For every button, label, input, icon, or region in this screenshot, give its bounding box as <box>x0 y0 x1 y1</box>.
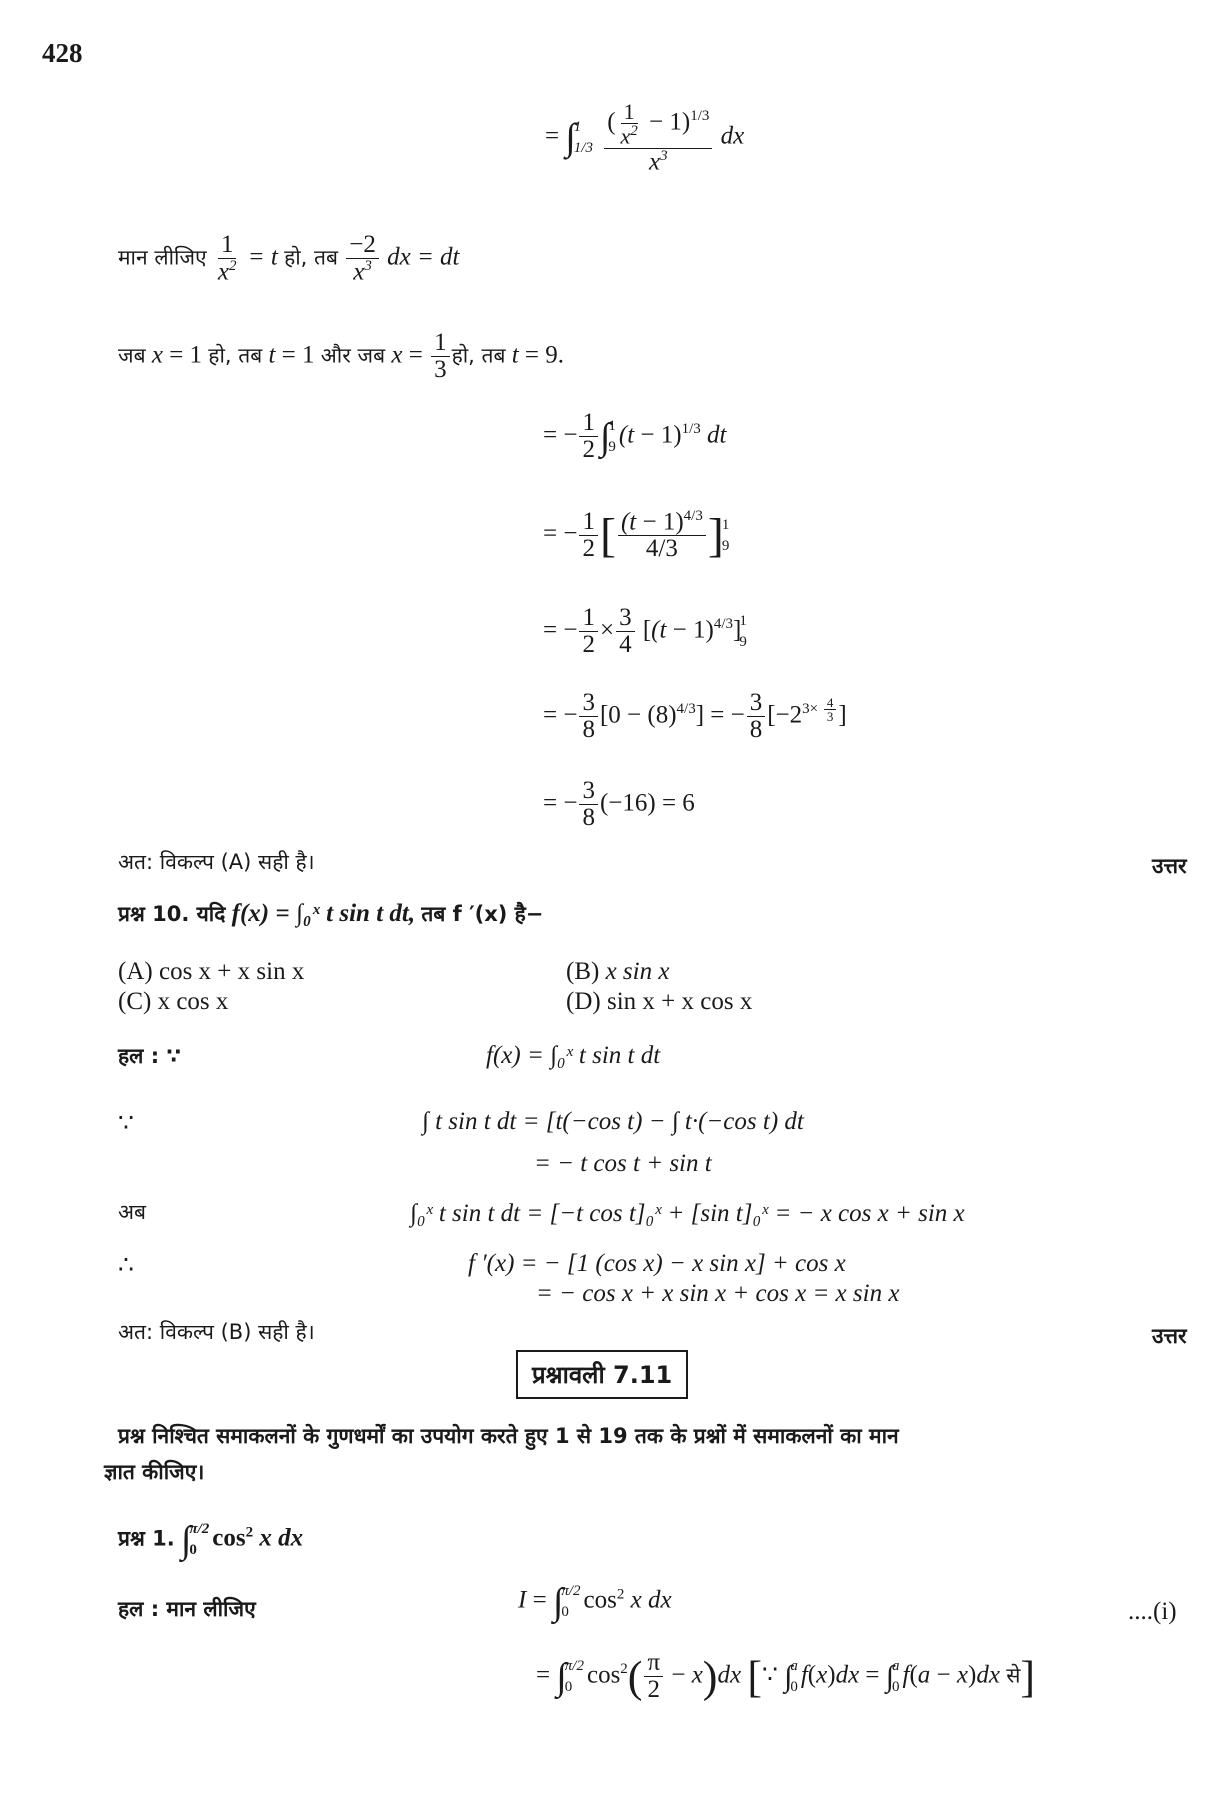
answer-label-1: उत्तर <box>1152 854 1187 878</box>
question-1: प्रश्न 1. ∫ π/2 0 $\cos^2 x$ dx <box>118 1519 304 1561</box>
solution-eq-6: = − cos x + x sin x + cos x = x sin x <box>536 1280 900 1307</box>
solution-label-4: अब <box>118 1200 147 1224</box>
step-1: = − $\frac{1}{2}$ ∫ 1 9 $(t - 1)^{1/3}$ dt <box>543 409 727 464</box>
conclusion-b: अत: विकल्प (B) सही है। <box>118 1320 315 1344</box>
solution-eq-4: ∫₀ˣ t sin t dt = [−t cos t]₀ˣ + [sin t]₀ˣ = − x cos x + sin x <box>410 1200 965 1227</box>
limits-change-line: जब x = 1 हो, तब t = 1 और जब x = $\frac{1}{3}$ हो, तब t = 9. <box>118 329 565 384</box>
page-number: 428 <box>42 38 83 68</box>
exercise-title-box: प्रश्नावली 7.11 <box>516 1350 688 1399</box>
conclusion-a: अत: विकल्प (A) सही है। <box>118 850 315 874</box>
step-4: = − $\frac{3}{8}$ $[0 - (8)^{4/3}]$ = − $\frac{3}{8}$ [$-2^{3\times \frac{4}{3}}$ ] <box>543 689 847 744</box>
solution-label-2: ∵ <box>118 1110 134 1137</box>
step-3: = − $\frac{1}{2}$ × $\frac{3}{4}$ $[(t - 1)^{4/3}]$ 1 9 <box>543 604 747 659</box>
answer-label-2: उत्तर <box>1152 1324 1187 1348</box>
substitution-line: मान लीजिए $\frac{1}{x^2}$ = t हो, तब $\frac{-2}{x^3}$ dx = dt <box>118 231 460 286</box>
q1-solution-label: हल : मान लीजिए <box>118 1597 256 1621</box>
question-10: प्रश्न 10. यदि f(x) = ∫₀ˣ t sin t dt, तब f ′(x) है− <box>118 900 544 927</box>
solution-label-1: हल : ∵ <box>118 1044 182 1068</box>
q1-eq-1: I = ∫ π/2 0 $\cos^2 x$ dx <box>518 1581 672 1623</box>
solution-eq-5: f ′(x) = − [1 (cos x) − x sin x] + cos x <box>468 1250 846 1277</box>
solution-eq-1: f(x) = ∫₀ˣ t sin t dt <box>486 1042 661 1069</box>
solution-label-5: ∴ <box>118 1252 134 1279</box>
option-b: (B) x sin x <box>566 958 670 985</box>
equation-line-1: = ∫ 1 1/3 ( $\frac{1}{x^2}$ − 1)$^{1/3}$ $x^3$ dx <box>545 99 745 175</box>
q1-eq-2: = ∫ π/2 0 $\cos^2$( $\frac{\pi}{2}$ − x)dx [∵ ∫ a 0 f(x)dx = ∫ a 0 f(a − x)dx से] <box>536 1649 1036 1704</box>
step-5: = − $\frac{3}{8}$ (−16) = 6 <box>543 777 695 832</box>
exercise-instruction-line-2: ज्ञात कीजिए। <box>104 1460 205 1484</box>
step-2: = − $\frac{1}{2}$ [ $\frac{(t - 1)^{4/3}}{4/3}$ ] 1 9 <box>543 507 730 563</box>
exercise-instruction-line-1: प्रश्न निश्चित समाकलनों के गुणधर्मों का उपयोग करते हुए 1 से 19 तक के प्रश्नों में समाकलनों का मान <box>118 1424 899 1448</box>
q1-eq-tag: ....(i) <box>1128 1598 1177 1625</box>
option-a: (A) cos x + x sin x <box>118 958 305 985</box>
option-c: (C) x cos x <box>118 988 229 1015</box>
solution-eq-3: = − t cos t + sin t <box>534 1150 712 1177</box>
solution-eq-2: ∫ t sin t dt = [t(−cos t) − ∫ t·(−cos t) dt <box>422 1108 804 1135</box>
option-d: (D) sin x + x cos x <box>566 988 753 1015</box>
